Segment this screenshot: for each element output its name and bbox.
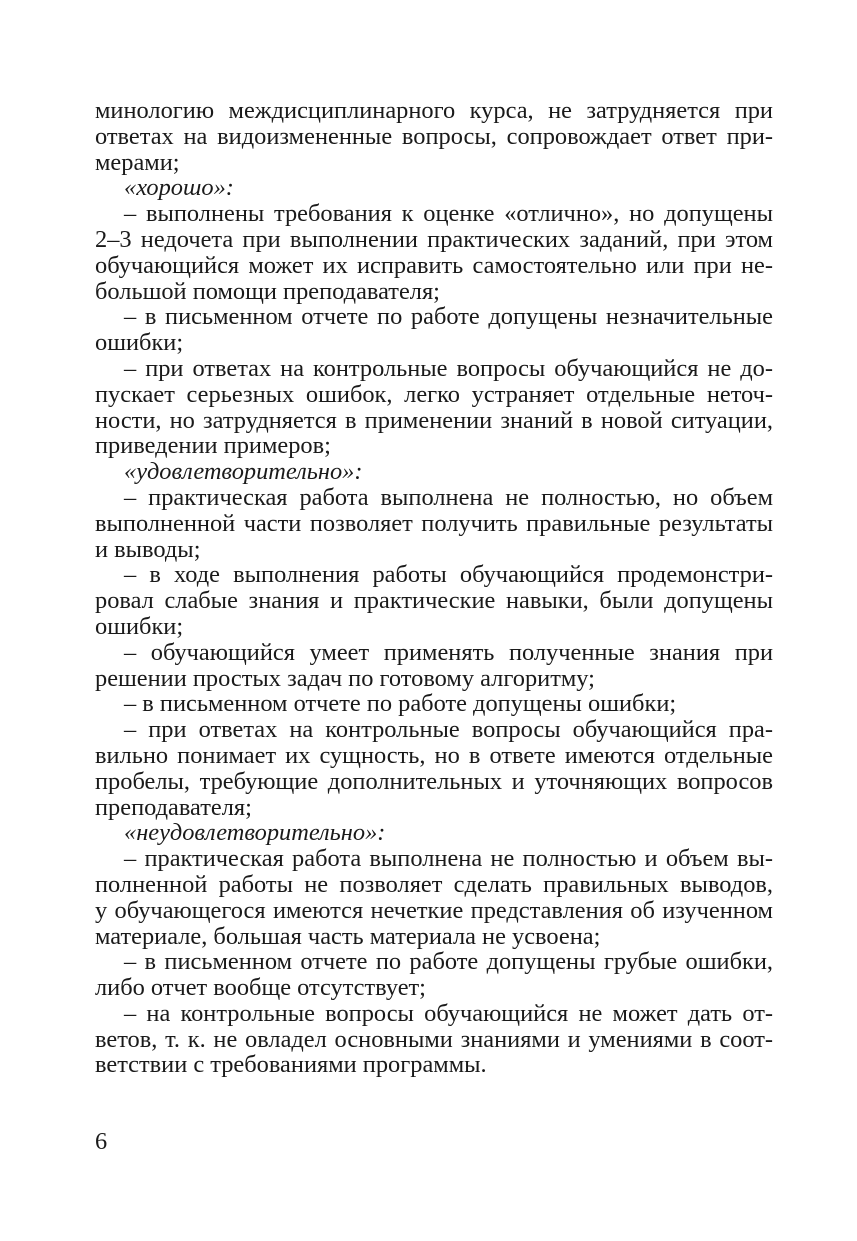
paragraph [95,640,773,692]
paragraph [95,691,773,717]
text-line: – в письменном отчете по работе допущены грубые ошибки, [124,948,773,976]
text-line: материале, большая часть материала не усвоена; [95,922,601,950]
text-line: ровал слабые знания и практические навыки, были допущены [95,587,773,615]
text-line: – при ответах на контрольные вопросы обучающийся не до- [124,354,773,382]
text-line: ветствии с требованиями программы. [95,1051,487,1079]
text-line: решении простых задач по готовому алгоритму; [95,664,595,692]
text-line: ошибки; [95,329,184,357]
page-number: 6 [95,1128,108,1155]
text-line: – выполнены требования к оценке «отлично», но допущены [124,200,773,228]
paragraph [95,356,773,459]
text-line: – в письменном отчете по работе допущены незначительные [124,303,773,331]
text-line: обучающийся может их исправить самостоятельно или при не- [95,251,773,279]
text-line: – практическая работа выполнена не полностью и объем вы- [124,845,773,873]
text-line: – практическая работа выполнена не полностью, но объем [124,483,773,511]
heading-line: «хорошо»: [124,174,234,202]
text-line: преподавателя; [95,793,252,821]
paragraph [95,201,773,304]
text-line: и выводы; [95,535,201,563]
paragraph [95,98,773,175]
paragraph [95,949,773,1001]
text-line: у обучающегося имеются нечеткие представления об изученном [95,896,773,924]
text-line: – в письменном отчете по работе допущены ошибки; [124,690,677,718]
text-line: ответах на видоизмененные вопросы, сопровождает ответ при- [95,122,773,150]
paragraph [95,846,773,949]
text-line: пускает серьезных ошибок, легко устраняет отдельные неточ- [95,380,773,408]
text-line: – на контрольные вопросы обучающийся не может дать от- [124,999,773,1027]
text-line: большой помощи преподавателя; [95,277,440,305]
text-line: ошибки; [95,612,184,640]
text-line: полненной работы не позволяет сделать правильных выводов, [95,870,773,898]
text-line: 2–3 недочета при выполнении практических заданий, при этом [95,225,773,253]
paragraph [95,717,773,820]
page-body [95,98,773,1078]
text-line: приведении примеров; [95,432,331,460]
grade-heading [95,459,773,485]
heading-line: «неудовлетворительно»: [124,819,386,847]
grade-heading [95,175,773,201]
text-line: – в ходе выполнения работы обучающийся продемонстри- [124,561,773,589]
paragraph [95,304,773,356]
text-line: либо отчет вообще отсутствует; [95,974,426,1002]
paragraph [95,485,773,562]
text-line: пробелы, требующие дополнительных и уточняющих вопросов [95,767,773,795]
text-line: минологию междисциплинарного курса, не затрудняется при [95,97,773,124]
grade-heading [95,820,773,846]
heading-line: «удовлетворительно»: [124,458,363,486]
text-line: мерами; [95,148,180,176]
paragraph [95,1001,773,1078]
paragraph [95,562,773,639]
text-line: – обучающийся умеет применять полученные знания при [124,638,773,666]
text-line: выполненной части позволяет получить правильные результаты [95,509,773,537]
text-line: – при ответах на контрольные вопросы обучающийся пра- [124,716,773,744]
text-line: ности, но затрудняется в применении знаний в новой ситуации, [95,406,773,434]
text-line: ветов, т. к. не овладел основными знаниями и умениями в соот- [95,1025,773,1053]
text-line: вильно понимает их сущность, но в ответе имеются отдельные [95,741,773,769]
